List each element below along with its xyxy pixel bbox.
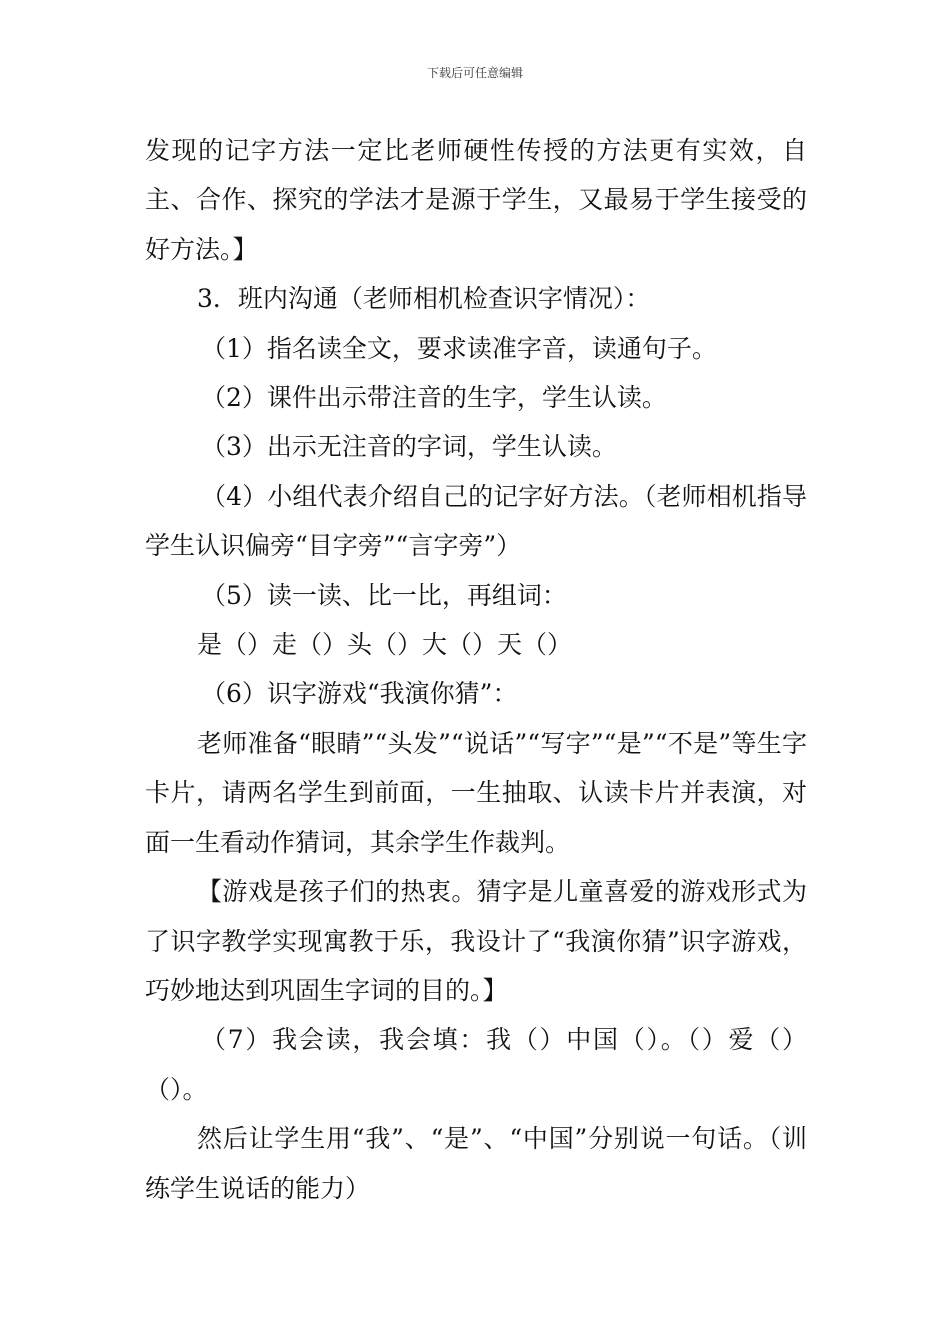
game-description: 老师准备“眼睛”“头发”“说话”“写字”“是”“不是”等生字卡片，请两名学生到前面，一生抽取、认读卡片并表演，对面一生看动作猜词，其余学生作裁判。 xyxy=(145,728,807,857)
step-6: （6）识字游戏“我演你猜”： xyxy=(201,679,518,709)
game-commentary: 【游戏是孩子们的热衷。猜字是儿童喜爱的游戏形式为了识字教学实现寓教于乐，我设计了“我演你猜”识字游戏，巧妙地达到巩固生字词的目的。】 xyxy=(145,877,807,1005)
step-5: （5）读一读、比一比，再组词： xyxy=(201,580,567,610)
step-3: （3）出示无注音的字词，学生认读。 xyxy=(201,432,617,462)
paragraph-continuation: 发现的记字方法一定比老师硬性传授的方法更有实效，自主、合作、探究的学法才是源于学生，又最易于学生接受的好方法。】 xyxy=(145,136,807,264)
step-1: （1）指名读全文，要求读准字音，读通句子。 xyxy=(201,333,717,363)
step-4: （4）小组代表介绍自己的记字好方法。（老师相机指导学生认识偏旁“目字旁”“言字旁”） xyxy=(145,481,807,561)
step-2: （2）课件出示带注音的生字，学生认读。 xyxy=(201,383,667,413)
word-exercise: 是（）走（）头（）大（）天（） xyxy=(197,630,573,660)
page-header: 下载后可任意编辑 xyxy=(426,66,523,80)
speaking-exercise: 然后让学生用“我”、“是”、“中国”分别说一句话。（训练学生说话的能力） xyxy=(145,1124,807,1203)
step-7: （7）我会读，我会填：我（）中国（）。（）爱（）（）。 xyxy=(145,1025,807,1104)
document-body xyxy=(145,126,807,1213)
section-heading-3: 3．班内沟通（老师相机检查识字情况）： xyxy=(197,284,651,314)
